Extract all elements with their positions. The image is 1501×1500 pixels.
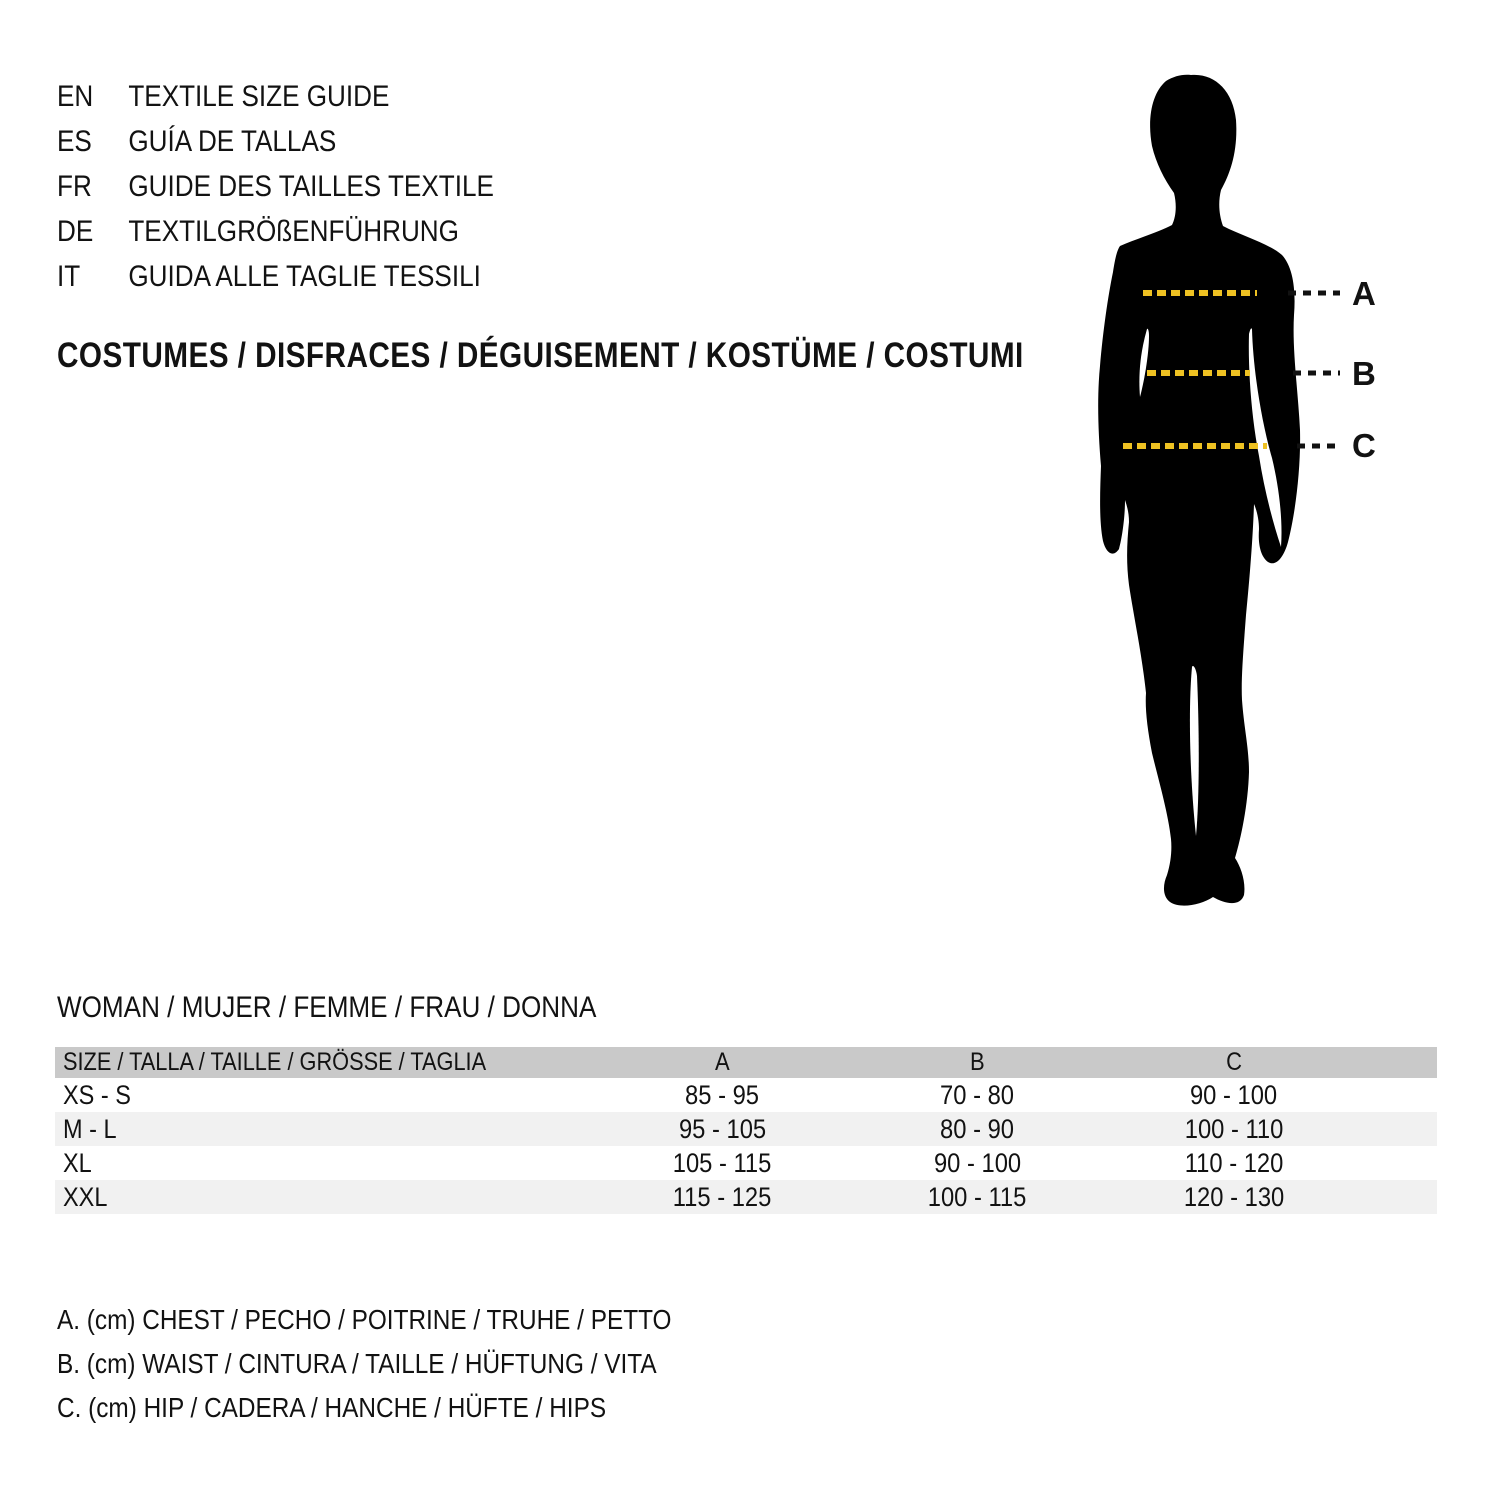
size-table	[55, 1047, 1437, 1214]
lang-row-de	[57, 209, 494, 254]
cell-a: 85 - 95	[685, 1079, 760, 1110]
cell-c: 90 - 100	[1190, 1079, 1278, 1110]
header-size-label: SIZE / TALLA / TAILLE / GRÖSSE / TAGLIA	[63, 1048, 487, 1076]
lang-label: GUIDA ALLE TAGLIE TESSILI	[128, 259, 481, 293]
table-row-xl	[55, 1146, 1437, 1180]
table-title	[57, 991, 677, 1025]
lang-label: TEXTILE SIZE GUIDE	[128, 79, 390, 113]
cell-b: 100 - 115	[928, 1181, 1027, 1212]
cell-size: XXL	[63, 1181, 108, 1212]
cell-a: 95 - 105	[678, 1113, 767, 1144]
table-row-xxl	[55, 1180, 1437, 1214]
woman-silhouette-figure	[1040, 60, 1420, 930]
marker-label-a: A	[1352, 275, 1376, 312]
table-header-row	[55, 1047, 1437, 1078]
cell-c: 110 - 120	[1184, 1147, 1284, 1178]
cell-b: 70 - 80	[940, 1079, 1015, 1110]
lang-label: GUIDE DES TAILLES TEXTILE	[128, 169, 494, 203]
header-col-a: A	[715, 1048, 730, 1076]
legend-item-chest: A. (cm) CHEST / PECHO / POITRINE / TRUHE / PETTO	[57, 1304, 672, 1335]
header-size-cell	[55, 1048, 595, 1077]
language-list	[57, 74, 559, 299]
lang-code: ES	[57, 124, 92, 158]
lang-row-it	[57, 254, 494, 299]
legend-item-waist: B. (cm) WAIST / CINTURA / TAILLE / HÜFTUNG / VITA	[57, 1348, 657, 1379]
marker-label-b: B	[1352, 355, 1376, 392]
table-title-text: WOMAN / MUJER / FEMME / FRAU / DONNA	[57, 991, 597, 1024]
cell-size: XL	[63, 1147, 92, 1178]
marker-label-c: C	[1352, 427, 1376, 464]
cell-c: 120 - 130	[1183, 1181, 1285, 1212]
lang-code: IT	[57, 259, 81, 293]
lang-code: EN	[57, 79, 94, 113]
lang-label: GUÍA DE TALLAS	[128, 124, 337, 158]
lang-code: FR	[57, 169, 92, 203]
cell-a: 115 - 125	[673, 1181, 772, 1212]
cell-a: 105 - 115	[673, 1147, 772, 1178]
measurement-legend	[57, 1298, 763, 1430]
lang-row-fr	[57, 164, 494, 209]
table-row-m-l	[55, 1112, 1437, 1146]
lang-label: TEXTILGRÖßENFÜHRUNG	[128, 214, 459, 248]
cell-b: 80 - 90	[940, 1113, 1015, 1144]
header-col-c: C	[1226, 1048, 1242, 1076]
legend-item-hip: C. (cm) HIP / CADERA / HANCHE / HÜFTE / HIPS	[57, 1392, 607, 1423]
lang-row-en	[57, 74, 494, 119]
cell-size: M - L	[63, 1113, 117, 1144]
header-col-b: B	[970, 1048, 985, 1076]
lang-code: DE	[57, 214, 94, 248]
cell-b: 90 - 100	[933, 1147, 1022, 1178]
category-heading: COSTUMES / DISFRACES / DÉGUISEMENT / KOSTÜME / COSTUMI	[57, 336, 1024, 375]
lang-row-es	[57, 119, 494, 164]
cell-c: 100 - 110	[1184, 1113, 1284, 1144]
cell-size: XS - S	[63, 1079, 131, 1110]
table-row-xs-s	[55, 1078, 1437, 1112]
